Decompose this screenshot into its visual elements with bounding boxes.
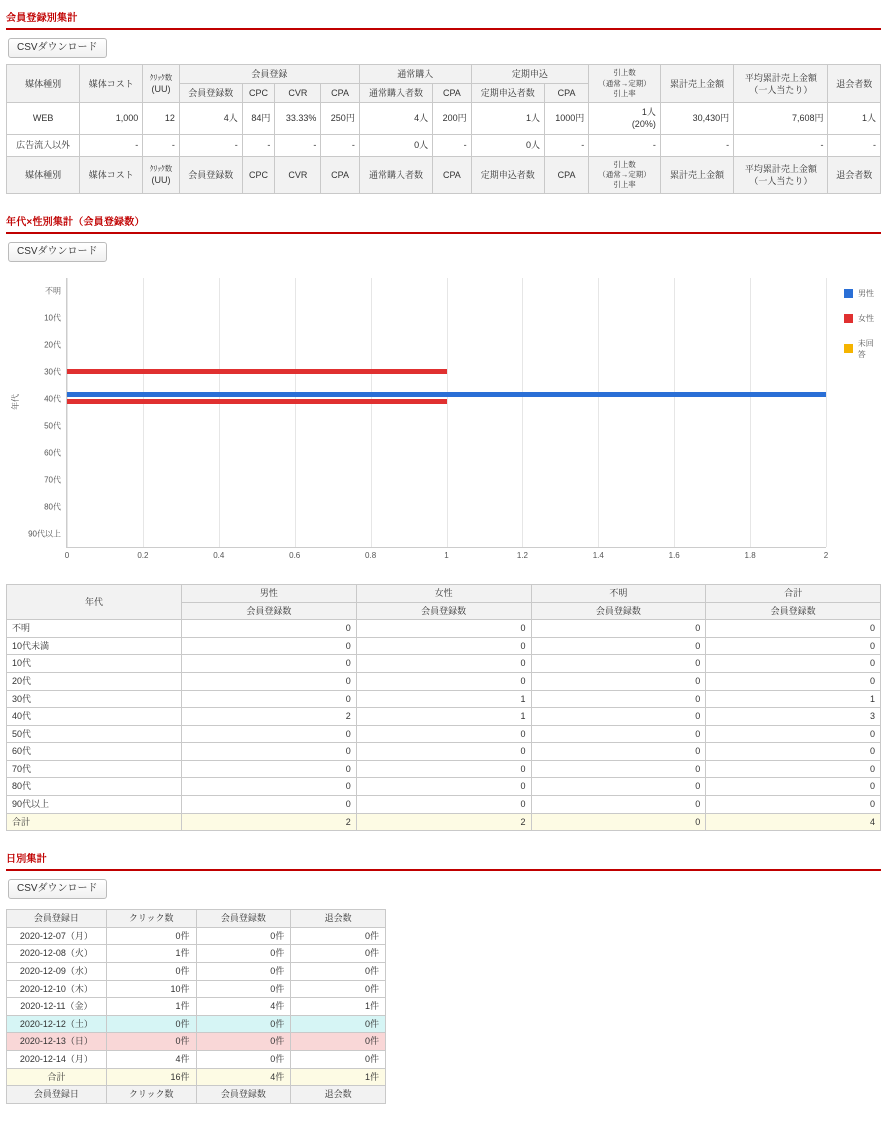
- ytick-label-20s: 20代: [44, 340, 61, 350]
- age-gender-table-head: [7, 584, 881, 619]
- cell-total: 0: [706, 655, 881, 673]
- csv-download-button-membership[interactable]: CSVダウンロード: [8, 38, 107, 58]
- th-female: 女性: [356, 584, 531, 602]
- tf-clicks-main: ｸﾘｯｸ数: [149, 163, 173, 173]
- th-total: 合計: [706, 584, 881, 602]
- daily-footer-row: [7, 1086, 386, 1104]
- cell-female: 0: [356, 778, 531, 796]
- cell-age: 80代: [7, 778, 182, 796]
- cell-total: 0: [706, 637, 881, 655]
- table-row: [7, 690, 881, 708]
- cell-withdrawals: 1人: [828, 103, 881, 134]
- cell-registrations: 0件: [196, 1051, 291, 1069]
- th-clicks: クリック数: [106, 910, 196, 928]
- tf-withdrawals: 退会者数: [828, 156, 881, 193]
- tf-cpc: CPC: [242, 156, 275, 193]
- table-row: [7, 1051, 386, 1069]
- cell-unknown: 0: [531, 637, 706, 655]
- cell-male: 0: [182, 620, 357, 638]
- tf-date: 会員登録日: [7, 1086, 107, 1104]
- cell-clicks: 0件: [106, 963, 196, 981]
- cell-normal-buyers: 0人: [359, 134, 432, 156]
- tf-clicks-sub: (UU): [151, 174, 171, 185]
- xtick-label-14: 1.4: [592, 550, 604, 560]
- cell-media-type: WEB: [7, 103, 80, 134]
- cell-registrations: 0件: [196, 1033, 291, 1051]
- tf-withdrawals: 退会数: [291, 1086, 386, 1104]
- cell-clicks: 1件: [106, 998, 196, 1016]
- cell-total: 0: [706, 743, 881, 761]
- th-subscription-applicants: 定期申込者数: [471, 84, 544, 103]
- tf-avg-sales-sub: （一人当たり）: [749, 175, 813, 186]
- cell-unknown: 0: [531, 655, 706, 673]
- cell-uplift: -: [589, 134, 661, 156]
- ytick-label-60s: 60代: [44, 448, 61, 458]
- cell-withdrawals: 0件: [291, 1051, 386, 1069]
- th-cpa-2: CPA: [433, 84, 471, 103]
- bar-female-40s: [67, 399, 447, 404]
- age-gender-header-row-1: [7, 584, 881, 602]
- ytick-label-10s: 10代: [44, 313, 61, 323]
- xtick-label-1: 1: [444, 550, 449, 560]
- gridline: [219, 278, 220, 547]
- table-row: [7, 945, 386, 963]
- cell-age: 10代: [7, 655, 182, 673]
- cell-clicks-total: 16件: [106, 1068, 196, 1086]
- cell-registrations: 0件: [196, 1015, 291, 1033]
- th-media-type: 媒体種別: [7, 65, 80, 103]
- cell-total: 0: [706, 778, 881, 796]
- cell-unknown: 0: [531, 778, 706, 796]
- tf-uplift-main: 引上数: [613, 159, 636, 169]
- cell-withdrawals: 0件: [291, 1015, 386, 1033]
- table-row: [7, 620, 881, 638]
- membership-header-row-1: [7, 65, 881, 84]
- tf-registrations: 会員登録数: [196, 1086, 291, 1104]
- cell-male: 0: [182, 760, 357, 778]
- xtick-label-2: 2: [823, 550, 829, 560]
- cell-date: 2020-12-07（月）: [7, 927, 107, 945]
- cell-female: 0: [356, 672, 531, 690]
- legend-swatch-male: [844, 289, 853, 298]
- cell-female-total: 2: [356, 813, 531, 831]
- tf-cpa: CPA: [321, 156, 359, 193]
- cell-female: 0: [356, 760, 531, 778]
- cell-cpa-3: -: [544, 134, 588, 156]
- cell-total-total: 4: [706, 813, 881, 831]
- th-avg-sales-main: 平均累計売上金額: [744, 72, 817, 83]
- cell-withdrawals: -: [828, 134, 881, 156]
- table-row: [7, 134, 881, 156]
- th-total-registrations: 会員登録数: [706, 602, 881, 620]
- cell-registrations: 0件: [196, 980, 291, 998]
- cell-date: 2020-12-09（水）: [7, 963, 107, 981]
- cell-female: 0: [356, 637, 531, 655]
- cell-age: 90代以上: [7, 796, 182, 814]
- tf-cvr: CVR: [275, 156, 321, 193]
- tf-uplift-sub1: （通常→定期）: [598, 169, 651, 179]
- cell-age: 不明: [7, 620, 182, 638]
- cell-withdrawals: 0件: [291, 927, 386, 945]
- cell-total: 0: [706, 725, 881, 743]
- cell-registrations: 4人: [179, 103, 242, 134]
- tf-cpa-2: CPA: [433, 156, 471, 193]
- ytick-label-40s: 40代: [44, 394, 61, 404]
- cell-avg-sales: 7,608円: [734, 103, 828, 134]
- tf-clicks: [143, 156, 180, 193]
- th-unknown: 不明: [531, 584, 706, 602]
- th-media-cost: 媒体コスト: [80, 65, 143, 103]
- cell-unknown: 0: [531, 672, 706, 690]
- cell-date: 2020-12-12（土）: [7, 1015, 107, 1033]
- gridline: [143, 278, 144, 547]
- th-clicks-main: ｸﾘｯｸ数: [149, 72, 173, 82]
- tf-uplift: [589, 156, 661, 193]
- gridline: [67, 278, 68, 547]
- membership-footer-row: [7, 156, 881, 193]
- csv-download-button-agegender[interactable]: CSVダウンロード: [8, 242, 107, 262]
- cell-male: 0: [182, 778, 357, 796]
- cell-clicks: -: [143, 134, 180, 156]
- cell-age: 10代未満: [7, 637, 182, 655]
- table-row: [7, 760, 881, 778]
- cell-withdrawals: 1件: [291, 998, 386, 1016]
- cell-unknown: 0: [531, 760, 706, 778]
- cell-female: 0: [356, 725, 531, 743]
- cell-total: 3: [706, 708, 881, 726]
- cell-withdrawals: 0件: [291, 1033, 386, 1051]
- table-row: [7, 998, 386, 1016]
- tf-media-cost: 媒体コスト: [80, 156, 143, 193]
- xtick-label-06: 0.6: [289, 550, 301, 560]
- bar-female-30s: [67, 369, 447, 374]
- th-group-registration: 会員登録: [179, 65, 359, 84]
- tf-media-type: 媒体種別: [7, 156, 80, 193]
- cell-date-total: 合計: [7, 1068, 107, 1086]
- cell-male: 0: [182, 637, 357, 655]
- cell-registrations: -: [179, 134, 242, 156]
- cell-female: 0: [356, 743, 531, 761]
- cell-withdrawals: 0件: [291, 980, 386, 998]
- cell-female: 1: [356, 690, 531, 708]
- cell-cvr: 33.33%: [275, 103, 321, 134]
- cell-uplift: [589, 103, 661, 134]
- section-header-membership: [6, 8, 881, 30]
- legend-swatch-female: [844, 314, 853, 323]
- cell-withdrawals: 0件: [291, 945, 386, 963]
- section-header-agegender: [6, 212, 881, 234]
- cell-unknown: 0: [531, 620, 706, 638]
- daily-summary-table: [6, 909, 386, 1104]
- cell-clicks: 1件: [106, 945, 196, 963]
- tf-normal-buyers: 通常購入者数: [359, 156, 432, 193]
- cell-subscription-applicants: 0人: [471, 134, 544, 156]
- th-male: 男性: [182, 584, 357, 602]
- tf-subscription-applicants: 定期申込者数: [471, 156, 544, 193]
- table-row: [7, 708, 881, 726]
- csv-download-button-daily[interactable]: CSVダウンロード: [8, 879, 107, 899]
- cell-age: 30代: [7, 690, 182, 708]
- membership-table-foot: [7, 156, 881, 193]
- cell-clicks: 0件: [106, 1033, 196, 1051]
- th-total-sales: 累計売上金額: [660, 65, 733, 103]
- cell-registrations: 0件: [196, 945, 291, 963]
- cell-cpc: 84円: [242, 103, 275, 134]
- cell-female: 0: [356, 655, 531, 673]
- th-age: 年代: [7, 584, 182, 619]
- th-normal-buyers: 通常購入者数: [359, 84, 432, 103]
- th-male-registrations: 会員登録数: [182, 602, 357, 620]
- cell-male: 0: [182, 743, 357, 761]
- xtick-label-12: 1.2: [516, 550, 528, 560]
- cell-clicks: 10件: [106, 980, 196, 998]
- cell-unknown: 0: [531, 796, 706, 814]
- table-row: [7, 963, 386, 981]
- th-cpc: CPC: [242, 84, 275, 103]
- chart-y-axis-title: 年代: [11, 393, 20, 410]
- ytick-label-30s: 30代: [44, 367, 61, 377]
- xtick-label-04: 0.4: [213, 550, 225, 560]
- cell-age: 20代: [7, 672, 182, 690]
- table-row: [7, 927, 386, 945]
- cell-media-cost: -: [80, 134, 143, 156]
- th-withdrawals: 退会者数: [828, 65, 881, 103]
- cell-unknown: 0: [531, 725, 706, 743]
- cell-media-cost: 1,000: [80, 103, 143, 134]
- xtick-label-02: 0.2: [137, 550, 149, 560]
- cell-date: 2020-12-13（日）: [7, 1033, 107, 1051]
- report-page: [0, 8, 887, 1124]
- age-gender-bar-chart: [6, 270, 881, 580]
- th-group-subscription: 定期申込: [471, 65, 589, 84]
- cell-date: 2020-12-08（火）: [7, 945, 107, 963]
- cell-total: 1: [706, 690, 881, 708]
- cell-uplift-main: 1人: [641, 107, 656, 118]
- cell-date: 2020-12-10（木）: [7, 980, 107, 998]
- table-row: [7, 655, 881, 673]
- gridline: [522, 278, 523, 547]
- th-withdrawals: 退会数: [291, 910, 386, 928]
- legend-item-unknown[interactable]: [844, 338, 881, 360]
- cell-male: 0: [182, 655, 357, 673]
- membership-table-body: [7, 103, 881, 156]
- cell-unknown: 0: [531, 743, 706, 761]
- cell-total: 0: [706, 760, 881, 778]
- cell-withdrawals: 0件: [291, 963, 386, 981]
- cell-total-sales: -: [660, 134, 733, 156]
- gridline: [598, 278, 599, 547]
- cell-registrations: 0件: [196, 927, 291, 945]
- cell-male-total: 2: [182, 813, 357, 831]
- tf-avg-sales: [734, 156, 828, 193]
- legend-label-unknown: 未回答: [857, 338, 874, 359]
- table-row-total: [7, 813, 881, 831]
- legend-swatch-unknown: [844, 344, 853, 353]
- cell-male: 0: [182, 690, 357, 708]
- cell-female: 0: [356, 620, 531, 638]
- th-clicks-sub: (UU): [151, 83, 171, 94]
- cell-uplift-sub: (20%): [631, 119, 656, 130]
- tf-total-sales: 累計売上金額: [660, 156, 733, 193]
- membership-summary-table: [6, 64, 881, 194]
- daily-header-row: [7, 910, 386, 928]
- ytick-label-50s: 50代: [44, 421, 61, 431]
- tf-clicks: クリック数: [106, 1086, 196, 1104]
- cell-unknown-total: 0: [531, 813, 706, 831]
- cell-total: 0: [706, 672, 881, 690]
- th-cpa: CPA: [321, 84, 359, 103]
- cell-clicks: 0件: [106, 927, 196, 945]
- age-gender-table-body: [7, 620, 881, 831]
- th-group-normal-purchase: 通常購入: [359, 65, 471, 84]
- cell-date: 2020-12-11（金）: [7, 998, 107, 1016]
- legend-label-male: 男性: [858, 288, 874, 298]
- cell-age-total: 合計: [7, 813, 182, 831]
- membership-table-head: [7, 65, 881, 103]
- daily-table-head: [7, 910, 386, 928]
- table-row: [7, 103, 881, 134]
- ytick-label-80s: 80代: [44, 502, 61, 512]
- legend-item-female[interactable]: [844, 313, 881, 324]
- th-unknown-registrations: 会員登録数: [531, 602, 706, 620]
- cell-total-sales: 30,430円: [660, 103, 733, 134]
- gridline: [750, 278, 751, 547]
- th-cvr: CVR: [275, 84, 321, 103]
- cell-age: 50代: [7, 725, 182, 743]
- cell-age: 40代: [7, 708, 182, 726]
- table-row: [7, 796, 881, 814]
- legend-item-male[interactable]: [844, 288, 881, 299]
- cell-normal-buyers: 4人: [359, 103, 432, 134]
- ytick-label-90plus: 90代以上: [28, 529, 61, 539]
- gridline: [826, 278, 827, 547]
- table-row: [7, 778, 881, 796]
- tf-avg-sales-main: 平均累計売上金額: [744, 163, 817, 174]
- cell-cvr: -: [275, 134, 321, 156]
- cell-unknown: 0: [531, 690, 706, 708]
- cell-female: 1: [356, 708, 531, 726]
- tf-cpa-3: CPA: [544, 156, 588, 193]
- cell-female: 0: [356, 796, 531, 814]
- tf-uplift-sub2: 引上率: [613, 179, 636, 189]
- cell-clicks: 0件: [106, 1015, 196, 1033]
- cell-withdrawals-total: 1件: [291, 1068, 386, 1086]
- cell-media-type: 広告流入以外: [7, 134, 80, 156]
- th-registrations: 会員登録数: [179, 84, 242, 103]
- gridline: [447, 278, 448, 547]
- th-date: 会員登録日: [7, 910, 107, 928]
- th-cpa-3: CPA: [544, 84, 588, 103]
- section-title-daily: 日別集計: [6, 854, 47, 866]
- xtick-label-18: 1.8: [744, 550, 756, 560]
- cell-male: 0: [182, 725, 357, 743]
- table-row: [7, 980, 386, 998]
- cell-unknown: 0: [531, 708, 706, 726]
- section-title-agegender: 年代×性別集計（会員登録数）: [6, 216, 145, 228]
- cell-clicks: 4件: [106, 1051, 196, 1069]
- cell-age: 60代: [7, 743, 182, 761]
- chart-legend: [844, 288, 881, 374]
- cell-date: 2020-12-14（月）: [7, 1051, 107, 1069]
- daily-table-foot: [7, 1086, 386, 1104]
- cell-cpa-3: 1000円: [544, 103, 588, 134]
- cell-total: 0: [706, 796, 881, 814]
- cell-male: 0: [182, 672, 357, 690]
- cell-cpa-2: 200円: [433, 103, 471, 134]
- table-row-total: [7, 1068, 386, 1086]
- bar-male-40s: [67, 392, 826, 397]
- th-uplift-main: 引上数: [613, 68, 636, 78]
- cell-cpa-2: -: [433, 134, 471, 156]
- cell-registrations: 4件: [196, 998, 291, 1016]
- th-uplift: [589, 65, 661, 103]
- legend-label-female: 女性: [858, 313, 874, 323]
- daily-table-body: [7, 927, 386, 1085]
- th-female-registrations: 会員登録数: [356, 602, 531, 620]
- xtick-label-08: 0.8: [365, 550, 377, 560]
- table-row: [7, 672, 881, 690]
- table-row: [7, 1015, 386, 1033]
- table-row: [7, 637, 881, 655]
- th-avg-sales-sub: （一人当たり）: [749, 84, 813, 95]
- gridline: [371, 278, 372, 547]
- cell-avg-sales: -: [734, 134, 828, 156]
- table-row: [7, 743, 881, 761]
- cell-cpc: -: [242, 134, 275, 156]
- cell-cpa: -: [321, 134, 359, 156]
- section-title-membership: 会員登録別集計: [6, 13, 78, 24]
- th-uplift-sub2: 引上率: [613, 88, 636, 98]
- ytick-label-70s: 70代: [44, 475, 61, 485]
- gridline: [295, 278, 296, 547]
- gridline: [674, 278, 675, 547]
- cell-total: 0: [706, 620, 881, 638]
- ytick-label-unknown: 不明: [45, 286, 61, 296]
- age-gender-table: [6, 584, 881, 831]
- table-row: [7, 725, 881, 743]
- xtick-label-0: 0: [64, 550, 70, 560]
- th-avg-sales: [734, 65, 828, 103]
- chart-plot-area: [28, 278, 829, 560]
- cell-age: 70代: [7, 760, 182, 778]
- th-uplift-sub1: （通常→定期）: [598, 78, 651, 88]
- xtick-label-16: 1.6: [668, 550, 680, 560]
- section-header-daily: [6, 849, 881, 871]
- cell-male: 0: [182, 796, 357, 814]
- table-row: [7, 1033, 386, 1051]
- cell-registrations-total: 4件: [196, 1068, 291, 1086]
- cell-registrations: 0件: [196, 963, 291, 981]
- tf-registrations: 会員登録数: [179, 156, 242, 193]
- cell-male: 2: [182, 708, 357, 726]
- cell-clicks: 12: [143, 103, 180, 134]
- th-registrations: 会員登録数: [196, 910, 291, 928]
- cell-cpa: 250円: [321, 103, 359, 134]
- th-clicks: [143, 65, 180, 103]
- cell-subscription-applicants: 1人: [471, 103, 544, 134]
